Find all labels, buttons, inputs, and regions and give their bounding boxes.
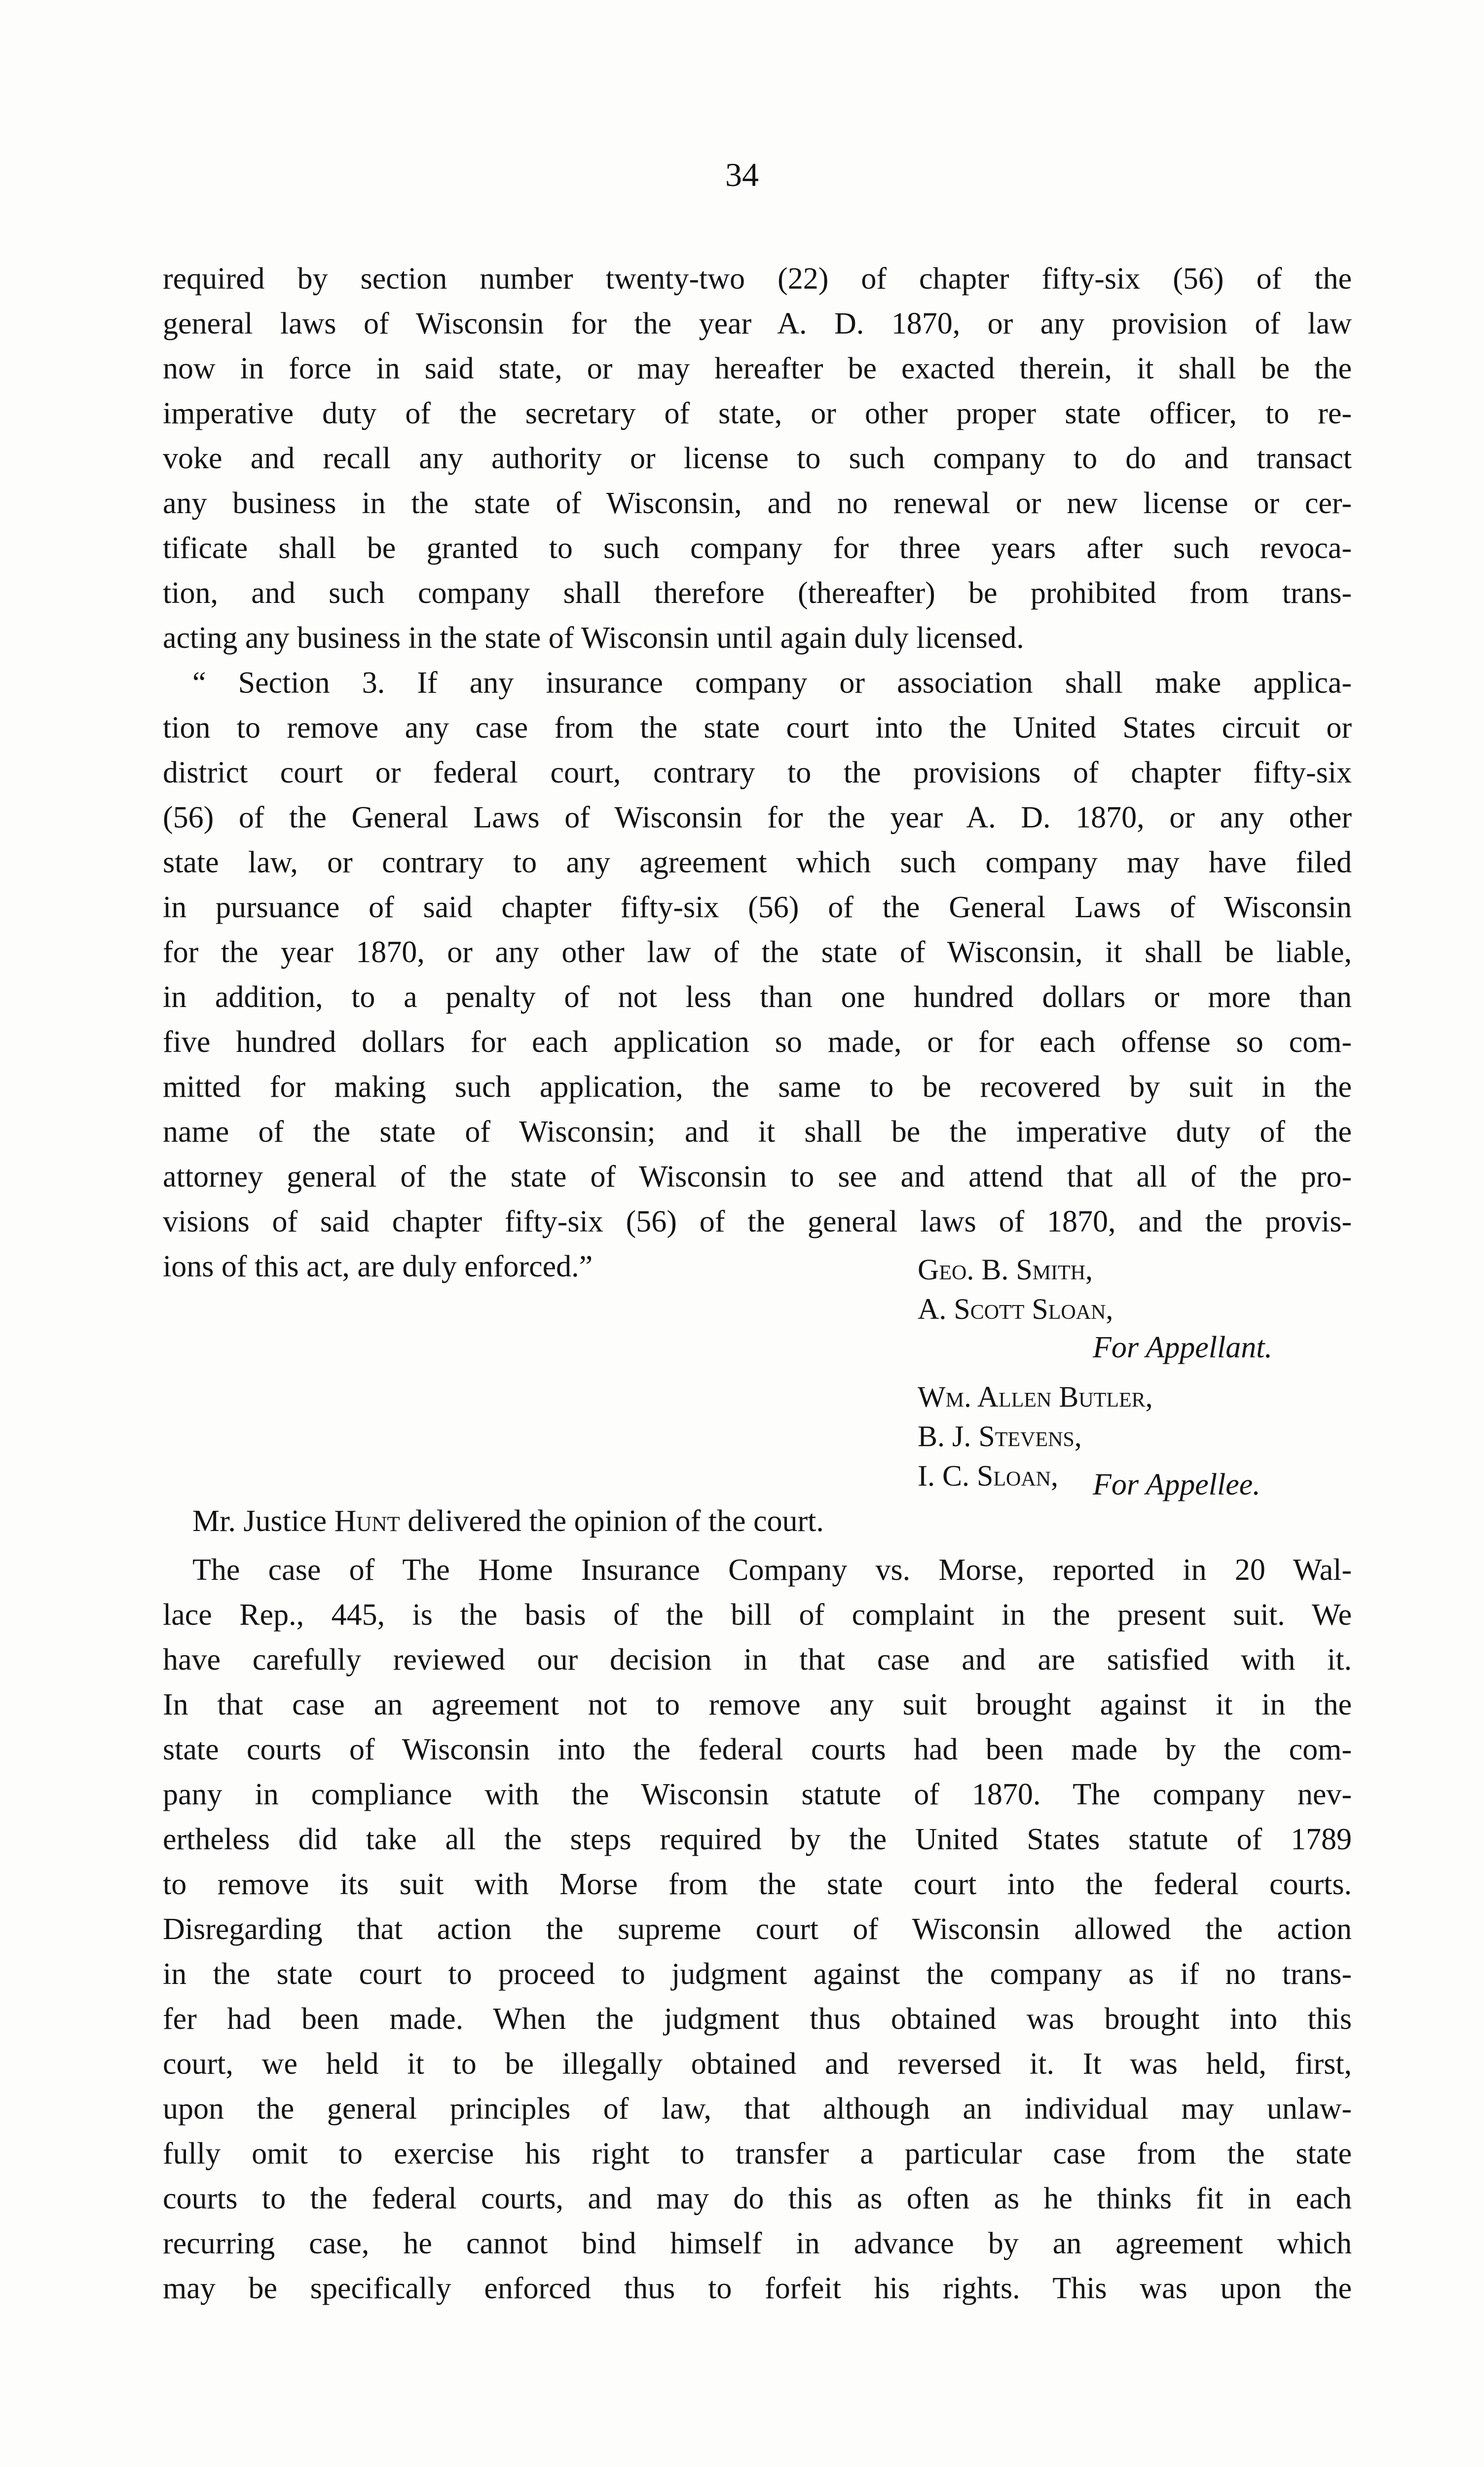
opinion-intro-prefix: Mr. Justice xyxy=(192,1504,334,1538)
appellant-role: For Appellant. xyxy=(1093,1331,1272,1364)
text-line: visions of said chapter fifty-six (56) of the general laws of 1870, and the provis- xyxy=(163,1205,1352,1238)
text-line: tificate shall be granted to such company for three years after such revoca- xyxy=(163,531,1352,565)
text-line: general laws of Wisconsin for the year A. D. 1870, or any provision of law xyxy=(163,307,1352,340)
text-line: (56) of the General Laws of Wisconsin for the year A. D. 1870, or any other xyxy=(163,801,1352,834)
text-line: tion to remove any case from the state court into the United States circuit or xyxy=(163,711,1352,745)
text-line: ertheless did take all the steps required by the United States statute of 1789 xyxy=(163,1823,1352,1856)
text-line: required by section number twenty-two (22) of chapter fifty-six (56) of the xyxy=(163,262,1352,296)
text-line: for the year 1870, or any other law of the state of Wisconsin, it shall be liable, xyxy=(163,935,1352,969)
appellee-role: For Appellee. xyxy=(1093,1468,1261,1501)
text-line: attorney general of the state of Wisconsin to see and attend that all of the pro- xyxy=(163,1160,1352,1194)
text-line: fer had been made. When the judgment thus obtained was brought into this xyxy=(163,2002,1352,2036)
page-number: 34 xyxy=(725,156,759,193)
text-line: have carefully reviewed our decision in that case and are satisfied with it. xyxy=(163,1643,1352,1677)
text-line: court, we held it to be illegally obtained and reversed it. It was held, first, xyxy=(163,2047,1352,2081)
text-line: The case of The Home Insurance Company vs. Morse, reported in 20 Wal- xyxy=(192,1553,1352,1587)
appellant-counsel-name: Geo. B. Smith, xyxy=(918,1253,1093,1286)
text-line: recurring case, he cannot bind himself in advance by an agreement which xyxy=(163,2227,1352,2260)
text-line: in the state court to proceed to judgment against the company as if no trans- xyxy=(163,1957,1352,1991)
paragraph-section-3 xyxy=(163,661,1352,1244)
text-line: state law, or contrary to any agreement which such company may have filed xyxy=(163,846,1352,879)
paragraph-statute-continuation xyxy=(163,257,1352,661)
appellee-counsel-name: I. C. Sloan, xyxy=(918,1459,1059,1492)
text-line: in addition, to a penalty of not less than one hundred dollars or more than xyxy=(163,980,1352,1014)
text-line: district court or federal court, contrary to the provisions of chapter fifty-six xyxy=(163,756,1352,789)
text-line: Disregarding that action the supreme court of Wisconsin allowed the action xyxy=(163,1912,1352,1946)
text-line: now in force in said state, or may hereafter be exacted therein, it shall be the xyxy=(163,352,1352,385)
text-line: fully omit to exercise his right to transfer a particular case from the state xyxy=(163,2137,1352,2170)
appellee-counsel-name: Wm. Allen Butler, xyxy=(918,1381,1153,1413)
text-line: state courts of Wisconsin into the federal courts had been made by the com- xyxy=(163,1733,1352,1766)
text-line: acting any business in the state of Wisconsin until again duly licensed. xyxy=(163,621,1024,655)
text-line: in pursuance of said chapter fifty-six (56) of the General Laws of Wisconsin xyxy=(163,891,1352,924)
appellee-counsel-name: B. J. Stevens, xyxy=(918,1420,1082,1453)
text-line: any business in the state of Wisconsin, and no renewal or new license or cer- xyxy=(163,486,1352,520)
text-line: tion, and such company shall therefore (thereafter) be prohibited from trans- xyxy=(163,576,1352,610)
text-line: to remove its suit with Morse from the state court into the federal courts. xyxy=(163,1868,1352,1901)
text-line: upon the general principles of law, that although an individual may unlaw- xyxy=(163,2092,1352,2126)
justice-name: Hunt xyxy=(334,1504,400,1538)
text-line: courts to the federal courts, and may do this as often as he thinks fit in each xyxy=(163,2182,1352,2215)
text-line: name of the state of Wisconsin; and it shall be the imperative duty of the xyxy=(163,1115,1352,1149)
text-line: “ Section 3. If any insurance company or association shall make applica- xyxy=(192,666,1352,700)
appellant-counsel-name: A. Scott Sloan, xyxy=(918,1293,1113,1325)
text-line: mitted for making such application, the same to be recovered by suit in the xyxy=(163,1070,1352,1104)
paragraph-opinion xyxy=(163,1548,1352,2311)
text-line: In that case an agreement not to remove any suit brought against it in the xyxy=(163,1688,1352,1721)
text-line: pany in compliance with the Wisconsin statute of 1870. The company nev- xyxy=(163,1778,1352,1811)
text-line: ions of this act, are duly enforced.” xyxy=(163,1250,593,1283)
text-line: voke and recall any authority or license to such company to do and transact xyxy=(163,442,1352,475)
text-line: five hundred dollars for each application so made, or for each offense so com- xyxy=(163,1025,1352,1059)
document-body xyxy=(163,257,1352,2311)
text-line: imperative duty of the secretary of state, or other proper state officer, to re- xyxy=(163,397,1352,430)
text-line: lace Rep., 445, is the basis of the bill of complaint in the present suit. We xyxy=(163,1598,1352,1632)
opinion-intro-suffix: delivered the opinion of the court. xyxy=(400,1504,824,1538)
text-line: may be specifically enforced thus to forfeit his rights. This was upon the xyxy=(163,2272,1352,2305)
